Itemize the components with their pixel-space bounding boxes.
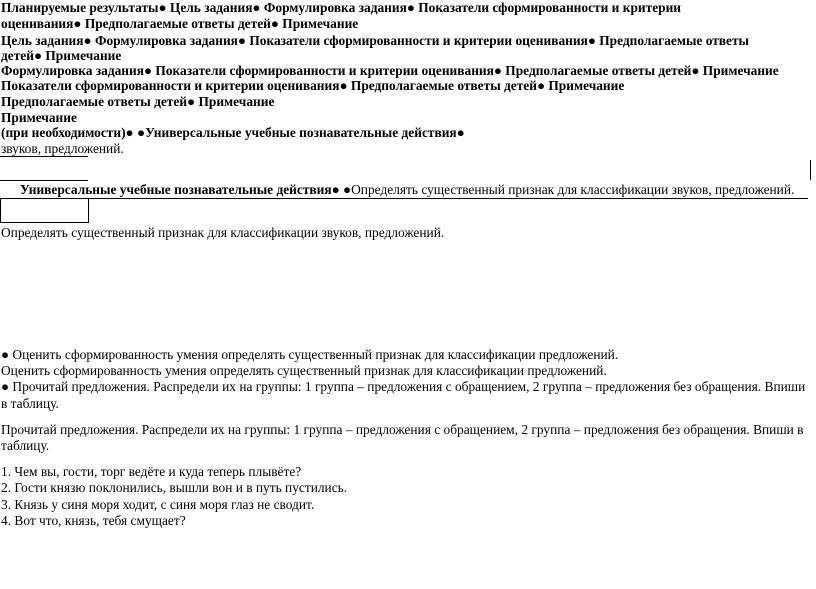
sentence-1: 1. Чем вы, гости, торг ведёте и куда теперь плывёте? [1,464,302,479]
instruction-line-2: таблицу. [1,438,50,453]
header-line-5: Формулировка задания● Показатели сформированности и критерии оценивания● Предполагаемые ответы детей● Примечание [1,63,779,78]
header-line-9: (при необходимости)● ●Универсальные учебные познавательные действия● [1,125,465,140]
sentence-3: 3. Князь у синя моря ходит, с синя моря глаз не сводит. [1,497,315,512]
header-line-1: Планируемые результаты● Цель задания● Формулировка задания● Показатели сформированности и критерии [1,0,682,15]
header-line-2: оценивания● Предполагаемые ответы детей● Примечание [1,16,359,31]
row2-text [20,182,794,198]
empty-table-cell [0,198,89,223]
task-line-3: ● Прочитай предложения. Распредели их на группы: 1 группа – предложения с обращением, 2 группа – предложения без обращения. Впиши [1,379,806,394]
row-separator-line [0,198,808,199]
right-border-fragment [810,160,811,180]
header-line-4: детей● Примечание [1,48,122,63]
header-line-7: Предполагаемые ответы детей● Примечание [1,94,275,109]
row1-tail-text: звуков, предложений. [1,141,124,156]
cell-border-mid [0,180,88,181]
task-line-2: Оценить сформированность умения определять существенный признак для классификации предложений. [1,363,607,378]
task-line-1: ● Оценить сформированность умения определять существенный признак для классификации предложений. [1,347,619,362]
row2-regular-text: Определять существенный признак для классификации звуков, предложений. [351,182,795,197]
header-line-8: Примечание [1,110,77,125]
task-line-4: в таблицу. [1,396,59,411]
header-line-3: Цель задания● Формулировка задания● Показатели сформированности и критерии оценивания● Предполагаемые ответы [1,33,750,48]
row2-bold-text: Универсальные учебные познавательные действия● ● [20,182,352,197]
cell-border-top [0,156,88,157]
instruction-line-1: Прочитай предложения. Распредели их на группы: 1 группа – предложения с обращением, 2 группа – предложения без обращения. Впиши в [1,422,804,437]
sentence-2: 2. Гости князю поклонились, вышли вон и в путь пустились. [1,480,348,495]
sentence-4: 4. Вот что, князь, тебя смущает? [1,513,186,528]
header-line-6: Показатели сформированности и критерии оценивания● Предполагаемые ответы детей● Примечание [1,78,625,93]
goal-text: Определять существенный признак для классификации звуков, предложений. [1,225,445,240]
